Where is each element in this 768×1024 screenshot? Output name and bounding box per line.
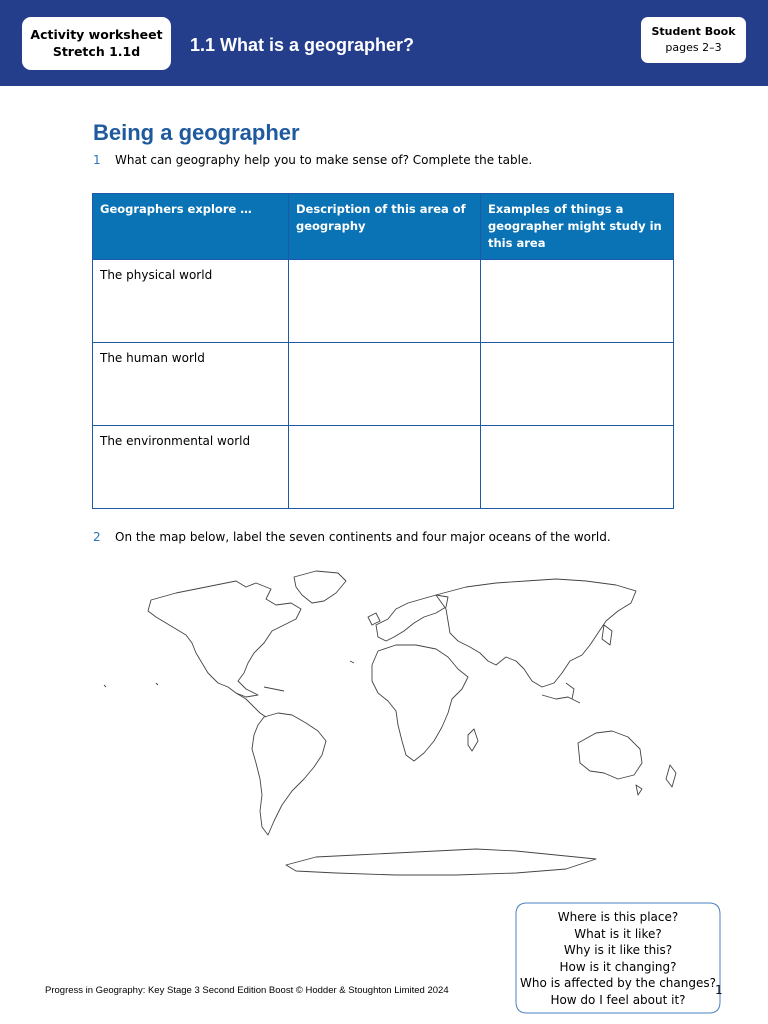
question-number: 2 bbox=[93, 530, 101, 544]
bubble-line: What is it like? bbox=[574, 926, 662, 941]
table-row bbox=[93, 426, 674, 509]
column-header: Description of this area of geography bbox=[289, 194, 481, 260]
answer-cell[interactable] bbox=[481, 426, 674, 509]
south-america-outline bbox=[252, 713, 326, 835]
page-number: 1 bbox=[715, 983, 723, 997]
bubble-line: How is it changing? bbox=[559, 959, 677, 974]
bubble-line: Who is affected by the changes? bbox=[520, 976, 716, 991]
geography-table bbox=[92, 193, 674, 509]
europe-outline bbox=[376, 595, 448, 641]
copyright-footer: Progress in Geography: Key Stage 3 Second Edition Boost © Hodder & Stoughton Limited 2024 bbox=[45, 985, 449, 996]
antarctica-outline bbox=[286, 849, 596, 875]
table-row bbox=[93, 343, 674, 426]
enquiry-questions bbox=[515, 909, 721, 1009]
table-cell: The physical world bbox=[93, 260, 289, 343]
table-cell: The human world bbox=[93, 343, 289, 426]
header-bar bbox=[0, 0, 768, 86]
question-text: On the map below, label the seven continents and four major oceans of the world. bbox=[115, 530, 611, 544]
bubble-line: Why is it like this? bbox=[563, 943, 673, 958]
question-2 bbox=[93, 530, 611, 544]
africa-outline bbox=[372, 645, 468, 761]
australia-outline bbox=[578, 731, 642, 779]
worksheet-label bbox=[22, 17, 171, 70]
student-book-reference bbox=[641, 17, 746, 63]
answer-cell[interactable] bbox=[289, 260, 481, 343]
question-text: What can geography help you to make sense of? Complete the table. bbox=[115, 153, 533, 167]
worksheet-code: Stretch 1.1d bbox=[52, 44, 141, 59]
question-number: 1 bbox=[93, 153, 101, 167]
question-1 bbox=[93, 153, 532, 167]
answer-cell[interactable] bbox=[481, 260, 674, 343]
section-heading: Being a geographer bbox=[93, 120, 300, 145]
table-cell: The environmental world bbox=[93, 426, 289, 509]
bubble-line: How do I feel about it? bbox=[550, 992, 686, 1007]
asia-outline bbox=[436, 579, 636, 687]
north-america-outline bbox=[148, 581, 301, 697]
world-map-outline[interactable] bbox=[96, 565, 706, 883]
answer-cell[interactable] bbox=[289, 343, 481, 426]
greenland-outline bbox=[294, 571, 346, 603]
table-header-row bbox=[93, 194, 674, 260]
worksheet-type: Activity worksheet bbox=[30, 27, 163, 42]
column-header: Examples of things a geographer might study in this area bbox=[481, 194, 674, 260]
table-row bbox=[93, 260, 674, 343]
bubble-line: Where is this place? bbox=[557, 910, 679, 924]
book-pages: pages 2–3 bbox=[665, 41, 722, 54]
answer-cell[interactable] bbox=[481, 343, 674, 426]
answer-cell[interactable] bbox=[289, 426, 481, 509]
column-header: Geographers explore … bbox=[93, 194, 289, 260]
page-title: 1.1 What is a geographer? bbox=[190, 35, 415, 55]
book-label: Student Book bbox=[651, 25, 736, 38]
